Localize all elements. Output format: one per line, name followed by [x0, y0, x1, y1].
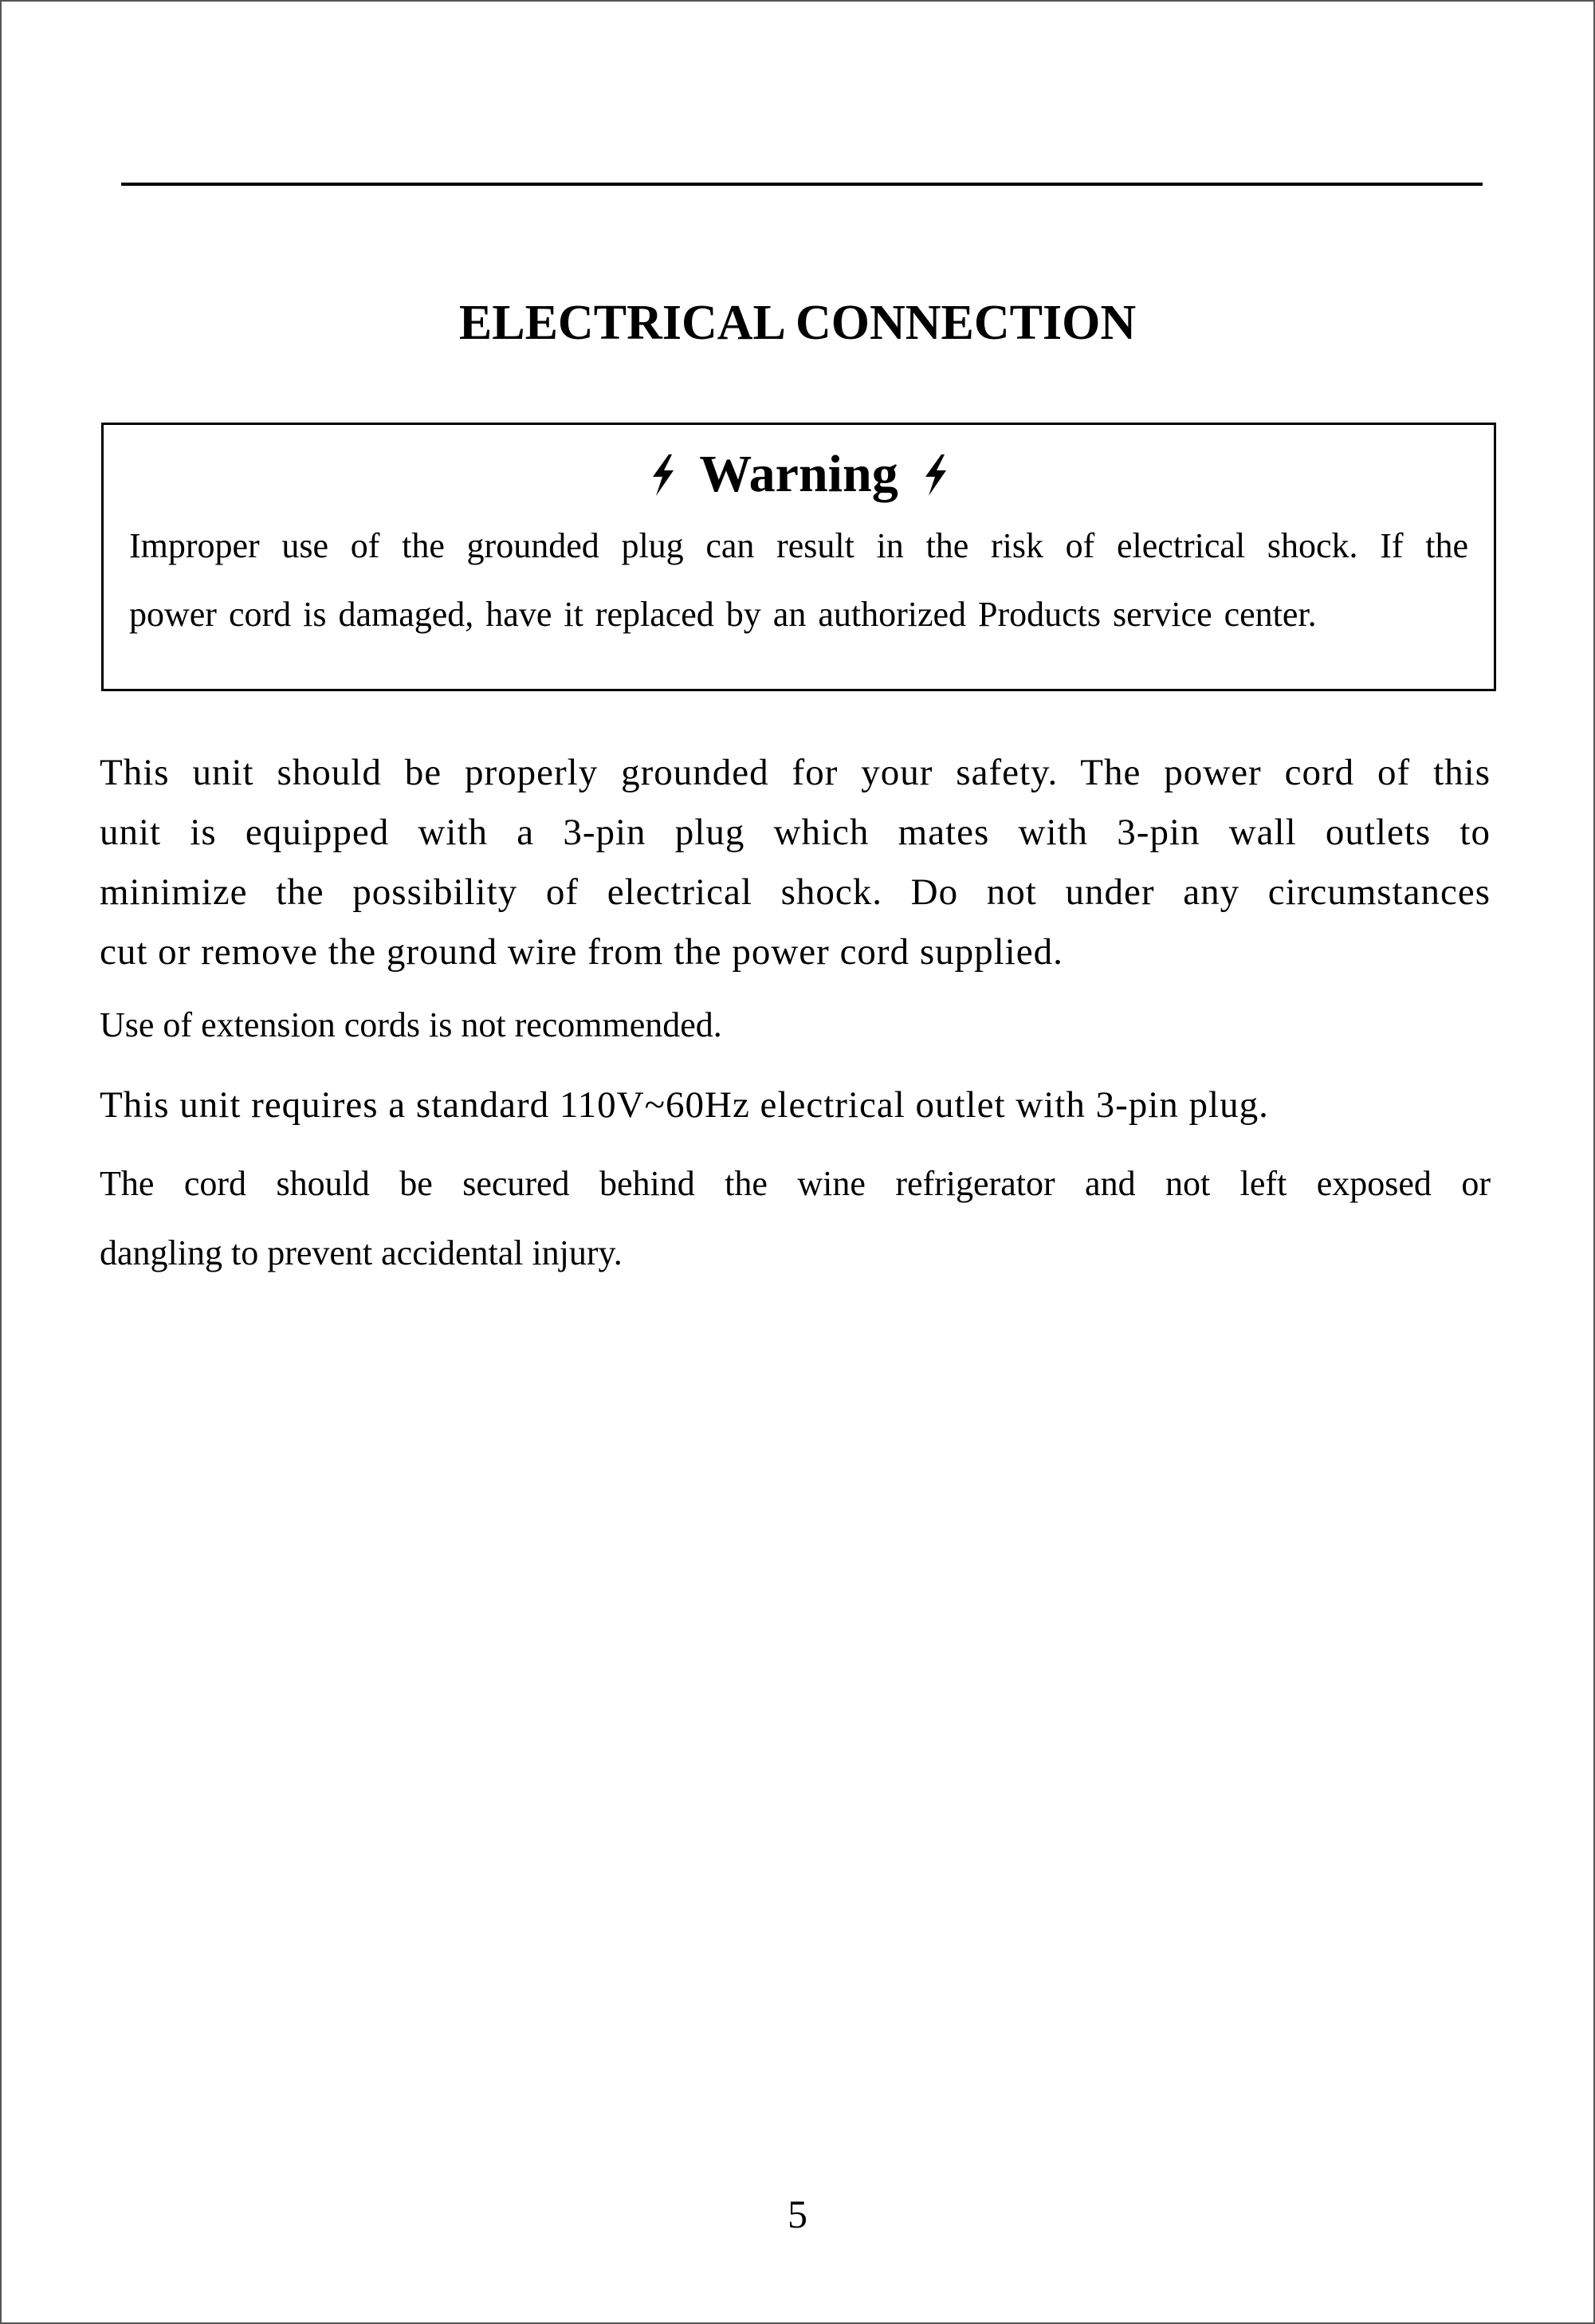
lightning-bolt-icon: [645, 454, 680, 496]
power-requirement-text: This unit requires a standard 110V~60Hz electrical outlet with 3-pin plug.: [100, 1084, 1269, 1126]
cord-paragraph-line: dangling to prevent accidental injury.: [100, 1233, 623, 1272]
grounding-paragraph-line: cut or remove the ground wire from the power cord supplied.: [100, 931, 1063, 973]
warning-box: [101, 423, 1496, 691]
warning-heading-text: Warning: [699, 445, 898, 503]
cord-paragraph-line: The cord should be secured behind the wine refrigerator and not left exposed or: [100, 1164, 1491, 1203]
warning-heading: [104, 441, 1494, 508]
warning-text-line: Improper use of the grounded plug can result in the risk of electrical shock. If the: [129, 526, 1468, 565]
grounding-paragraph-line: unit is equipped with a 3-pin plug which mates with 3-pin wall outlets to: [100, 812, 1491, 853]
page-title: ELECTRICAL CONNECTION: [458, 296, 1137, 350]
lightning-bolt-icon: [917, 454, 953, 496]
header-rule: [121, 183, 1483, 186]
grounding-paragraph-line: This unit should be properly grounded for your safety. The power cord of this: [100, 752, 1491, 793]
warning-text-line: power cord is damaged, have it replaced by an authorized Products service center.: [129, 595, 1317, 634]
grounding-paragraph-line: minimize the possibility of electrical shock. Do not under any circumstances: [100, 871, 1491, 913]
extension-cord-note: Use of extension cords is not recommended.: [100, 1005, 722, 1044]
page-number: 5: [788, 2192, 807, 2236]
